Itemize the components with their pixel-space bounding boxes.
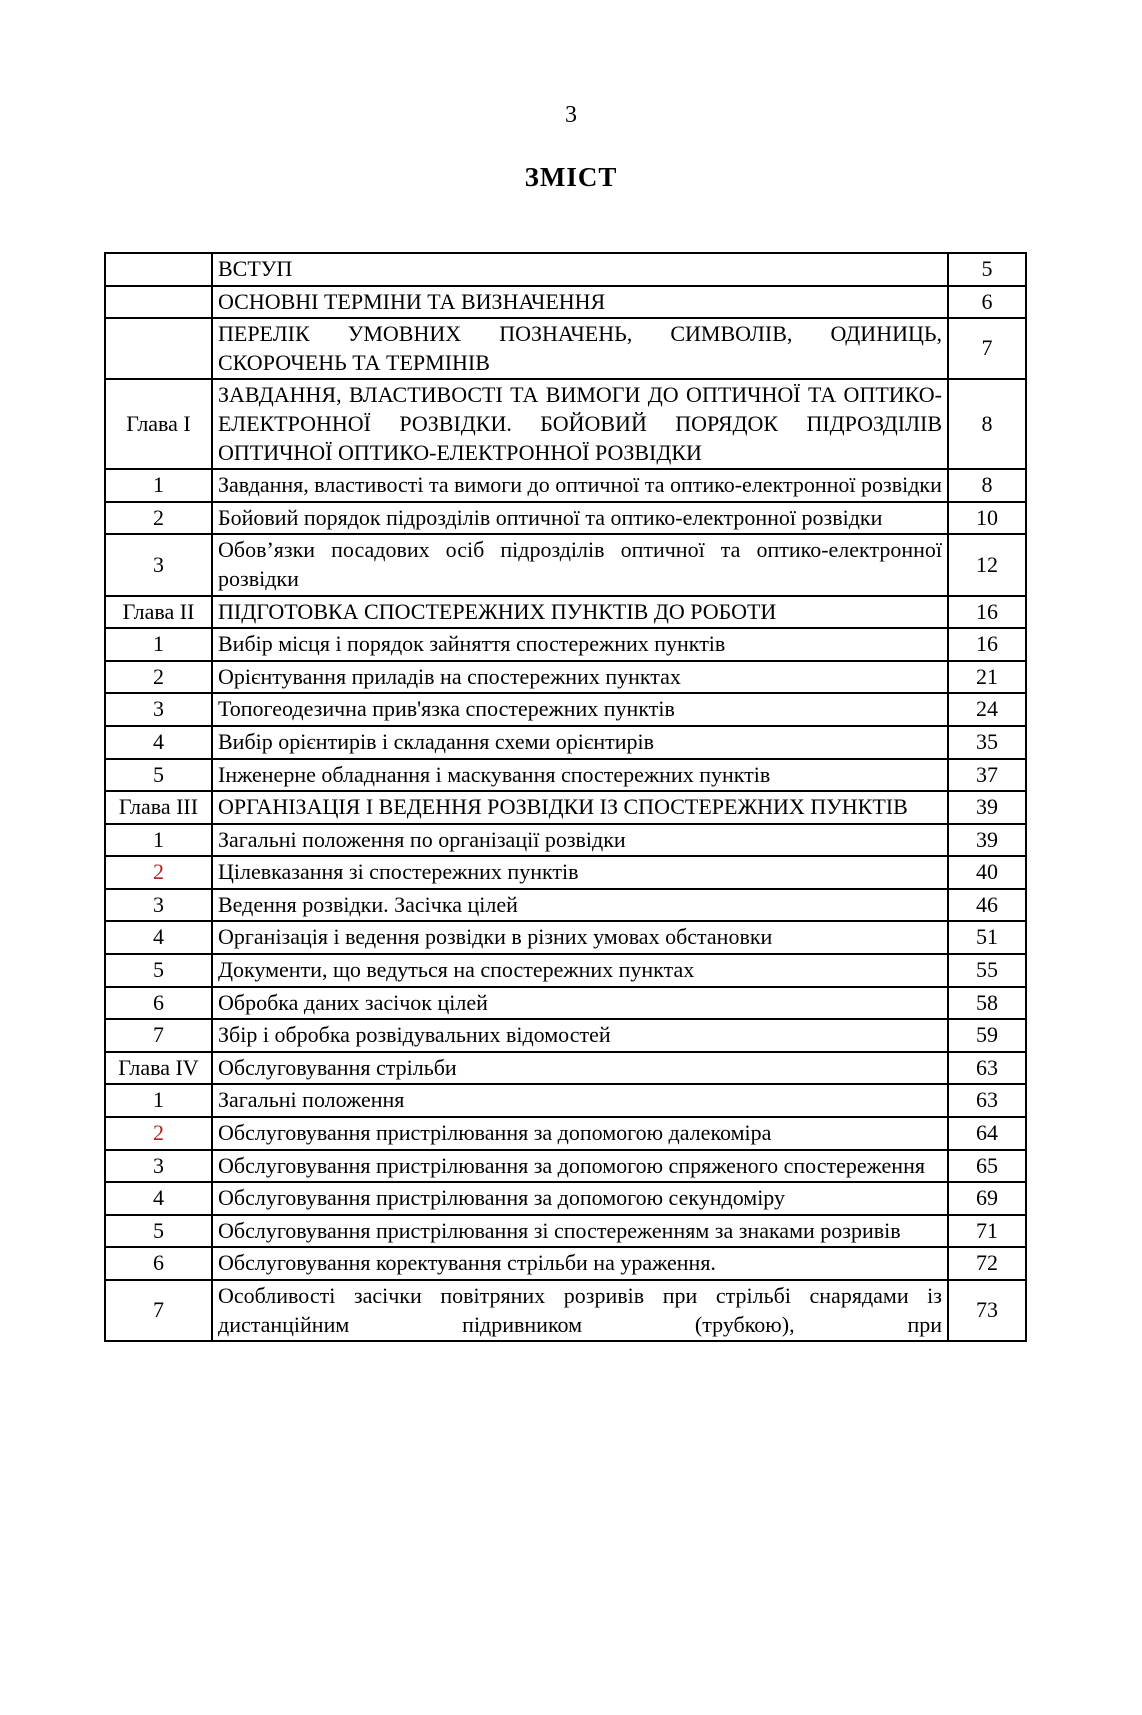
toc-row-title: ВСТУП: [212, 253, 948, 286]
toc-row-page: 59: [948, 1019, 1026, 1052]
toc-row-page: 16: [948, 628, 1026, 661]
toc-row: [105, 824, 1026, 857]
toc-row: [105, 286, 1026, 319]
toc-row: [105, 628, 1026, 661]
toc-row-page: 51: [948, 921, 1026, 954]
toc-row: [105, 954, 1026, 987]
toc-row-page: 21: [948, 661, 1026, 694]
toc-row-title: Обслуговування стрільби: [212, 1052, 948, 1085]
toc-row-number: 1: [105, 628, 212, 661]
toc-row-title: Завдання, властивості та вимоги до оптичної та оптико-електронної розвідки: [212, 469, 948, 502]
toc-row-title: ОСНОВНІ ТЕРМІНИ ТА ВИЗНАЧЕННЯ: [212, 286, 948, 319]
toc-row-page: 39: [948, 791, 1026, 824]
toc-row-page: 55: [948, 954, 1026, 987]
toc-row: [105, 1247, 1026, 1280]
toc-row-page: 63: [948, 1052, 1026, 1085]
toc-row-page: 8: [948, 469, 1026, 502]
toc-row: [105, 253, 1026, 286]
toc-row-number: 3: [105, 889, 212, 922]
toc-row: [105, 889, 1026, 922]
toc-row-page: 46: [948, 889, 1026, 922]
toc-row: [105, 693, 1026, 726]
page-title: ЗМІСТ: [524, 162, 618, 192]
toc-row-title: Обслуговування пристрілювання за допомогою спряженого спостереження: [212, 1150, 948, 1183]
toc-row-page: 72: [948, 1247, 1026, 1280]
toc-row-title: Обслуговування пристрілювання за допомогою далекоміра: [212, 1117, 948, 1150]
toc-row-title: Ведення розвідки. Засічка цілей: [212, 889, 948, 922]
toc-row: [105, 1215, 1026, 1248]
toc-row-number: 6: [105, 1247, 212, 1280]
toc-row-number: Глава III: [105, 791, 212, 824]
toc-row-title: Організація і ведення розвідки в різних умовах обстановки: [212, 921, 948, 954]
toc-row-page: 7: [948, 318, 1026, 379]
toc-row-number: 1: [105, 1084, 212, 1117]
toc-row-number: 3: [105, 534, 212, 595]
toc-row-page: 69: [948, 1182, 1026, 1215]
toc-row-number: 2: [105, 856, 212, 889]
toc-row: [105, 596, 1026, 629]
toc-row-page: 40: [948, 856, 1026, 889]
toc-row-number: 2: [105, 502, 212, 535]
toc-row-page: 10: [948, 502, 1026, 535]
toc-row-title: Інженерне обладнання і маскування спостережних пунктів: [212, 759, 948, 792]
toc-row-number: [105, 253, 212, 286]
toc-row: [105, 1150, 1026, 1183]
toc-row-title: Загальні положення: [212, 1084, 948, 1117]
toc-row-number: Глава I: [105, 379, 212, 469]
toc-row: [105, 791, 1026, 824]
toc-row-number: 1: [105, 824, 212, 857]
toc-row: [105, 1052, 1026, 1085]
toc-row: [105, 1084, 1026, 1117]
toc-row: [105, 1117, 1026, 1150]
toc-row: [105, 534, 1026, 595]
toc-row-title: ПЕРЕЛІК УМОВНИХ ПОЗНАЧЕНЬ, СИМВОЛІВ, ОДИНИЦЬ, СКОРОЧЕНЬ ТА ТЕРМІНІВ: [212, 318, 948, 379]
toc-row-title: Цілевказання зі спостережних пунктів: [212, 856, 948, 889]
toc-row-number: 4: [105, 1182, 212, 1215]
toc-table: [104, 252, 1027, 1342]
toc-row-number: [105, 286, 212, 319]
toc-row-title: Орієнтування приладів на спостережних пунктах: [212, 661, 948, 694]
toc-row-title: Обробка даних засічок цілей: [212, 987, 948, 1020]
toc-row-page: 35: [948, 726, 1026, 759]
toc-row-title: Вибір місця і порядок зайняття спостережних пунктів: [212, 628, 948, 661]
toc-row-title: Бойовий порядок підрозділів оптичної та оптико-електронної розвідки: [212, 502, 948, 535]
toc-row-number: Глава IV: [105, 1052, 212, 1085]
toc-row-page: 6: [948, 286, 1026, 319]
page-number: 3: [565, 102, 577, 128]
toc-row-page: 65: [948, 1150, 1026, 1183]
toc-row-title: ОРГАНІЗАЦІЯ І ВЕДЕННЯ РОЗВІДКИ ІЗ СПОСТЕРЕЖНИХ ПУНКТІВ: [212, 791, 948, 824]
toc-row-page: 58: [948, 987, 1026, 1020]
toc-row-number: Глава II: [105, 596, 212, 629]
toc-row-title: ЗАВДАННЯ, ВЛАСТИВОСТІ ТА ВИМОГИ ДО ОПТИЧНОЇ ТА ОПТИКО-ЕЛЕКТРОННОЇ РОЗВІДКИ. БОЙОВИЙ ПОРЯДОК ПІДРОЗДІЛІВ ОПТИЧНОЇ ОПТИКО-ЕЛЕКТРОННОЇ РОЗВІДКИ: [212, 379, 948, 469]
toc-row-number: 1: [105, 469, 212, 502]
toc-row: [105, 1280, 1026, 1341]
toc-row-number: 7: [105, 1280, 212, 1341]
toc-row: [105, 987, 1026, 1020]
toc-row-page: 37: [948, 759, 1026, 792]
toc-row: [105, 1019, 1026, 1052]
toc-row: [105, 379, 1026, 469]
toc-row-page: 5: [948, 253, 1026, 286]
toc-row-title: Обслуговування пристрілювання за допомогою секундоміру: [212, 1182, 948, 1215]
toc-row: [105, 318, 1026, 379]
toc-row: [105, 469, 1026, 502]
toc-row-title: Документи, що ведуться на спостережних пунктах: [212, 954, 948, 987]
toc-row-title: ПІДГОТОВКА СПОСТЕРЕЖНИХ ПУНКТІВ ДО РОБОТИ: [212, 596, 948, 629]
toc-row-number: 2: [105, 661, 212, 694]
toc-row: [105, 661, 1026, 694]
toc-row-page: 16: [948, 596, 1026, 629]
toc-row-number: 4: [105, 726, 212, 759]
toc-row-number: 5: [105, 759, 212, 792]
toc-row: [105, 759, 1026, 792]
toc-row-number: 6: [105, 987, 212, 1020]
toc-row-title: Топогеодезична прив'язка спостережних пунктів: [212, 693, 948, 726]
toc-row-number: 4: [105, 921, 212, 954]
toc-row-title: Обслуговування пристрілювання зі спостереженням за знаками розривів: [212, 1215, 948, 1248]
toc-row-title: Обслуговування коректування стрільби на ураження.: [212, 1247, 948, 1280]
toc-row: [105, 1182, 1026, 1215]
toc-row-page: 63: [948, 1084, 1026, 1117]
toc-row-page: 73: [948, 1280, 1026, 1341]
toc-row: [105, 502, 1026, 535]
toc-row-page: 39: [948, 824, 1026, 857]
toc-row-title: Загальні положення по організації розвідки: [212, 824, 948, 857]
toc-row-number: [105, 318, 212, 379]
toc-row-number: 5: [105, 1215, 212, 1248]
toc-row-page: 24: [948, 693, 1026, 726]
toc-row: [105, 921, 1026, 954]
toc-row-page: 12: [948, 534, 1026, 595]
toc-table-body: [105, 253, 1026, 1341]
toc-row-title: Вибір орієнтирів і складання схеми орієнтирів: [212, 726, 948, 759]
toc-row-page: 8: [948, 379, 1026, 469]
toc-row-title: Особливості засічки повітряних розривів при стрільбі снарядами із дистанційним підривником (трубкою), при: [212, 1280, 948, 1341]
toc-row: [105, 726, 1026, 759]
toc-row-page: 71: [948, 1215, 1026, 1248]
toc-row-number: 2: [105, 1117, 212, 1150]
toc-row-number: 3: [105, 1150, 212, 1183]
toc-row-number: 3: [105, 693, 212, 726]
toc-row-number: 5: [105, 954, 212, 987]
toc-row-page: 64: [948, 1117, 1026, 1150]
toc-row-title: Збір і обробка розвідувальних відомостей: [212, 1019, 948, 1052]
toc-row: [105, 856, 1026, 889]
toc-row-title: Обов’язки посадових осіб підрозділів оптичної та оптико-електронної розвідки: [212, 534, 948, 595]
toc-row-number: 7: [105, 1019, 212, 1052]
